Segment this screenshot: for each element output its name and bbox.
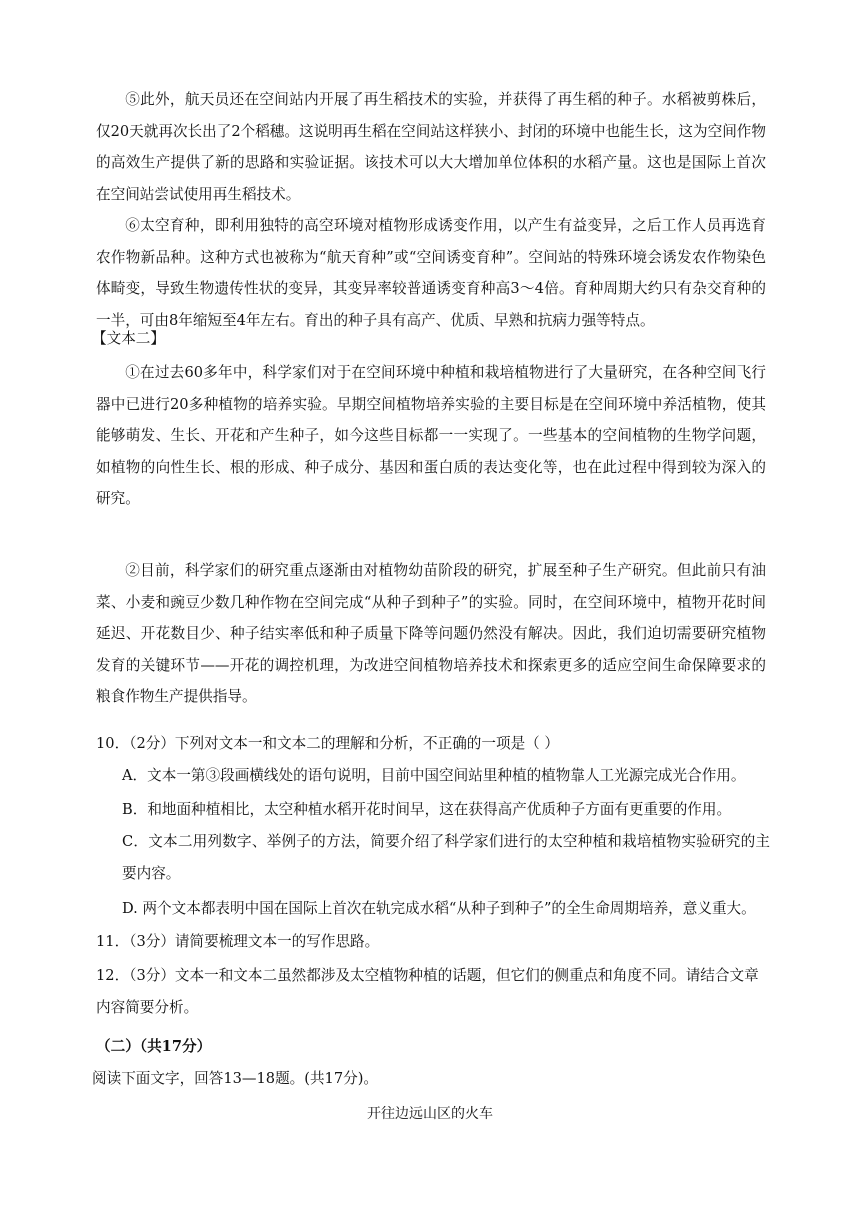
text2-paragraph-1: ①在过去60多年中，科学家们对于在空间环境中种植和栽培植物进行了大量研究，在各种空间飞行器中已进行20多种植物的培养实验。早期空间植物培养实验的主要目标是在空间环境中养活植物，使其能够萌发、生长、开花和产生种子，如今这些目标都一一实现了。一些基本的空间植物的生物学问题，如植物的向性生长、根的形成、种子成分、基因和蛋白质的表达变化等，也在此过程中得到较为深入的研究。 [96, 364, 766, 507]
question-10-option-b: B．和地面种植相比，太空种植水稻开花时间早，这在获得高产优质种子方面有更重要的作用。 [122, 801, 732, 818]
question-10-option-c: C．文本二用列数字、举例子的方法，简要介绍了科学家们进行的太空种植和栽培植物实验研究的主要内容。 [122, 833, 770, 882]
text2-paragraph-2: ②目前，科学家们的研究重点逐渐由对植物幼苗阶段的研究，扩展至种子生产研究。但此前只有油菜、小麦和豌豆少数几种作物在空间完成“从种子到种子”的实验。同时，在空间环境中，植物开花时间延迟、开花数目少、种子结实率低和种子质量下降等问题仍然没有解决。因此，我们迫切需要研究植物发育的关键环节——开花的调控机理，为改进空间植物培养技术和探索更多的适应空间生命保障要求的粮食作物生产提供指导。 [96, 562, 766, 705]
question-10-option-d: D. 两个文本都表明中国在国际上首次在轨完成水稻“从种子到种子”的全生命周期培养，意义重大。 [122, 900, 756, 917]
question-10: 10．（2分）下列对文本一和文本二的理解和分析，不正确的一项是（ ） [96, 735, 560, 752]
question-12: 12．（3分）文本一和文本二虽然都涉及太空植物种植的话题，但它们的侧重点和角度不同。请结合文章内容简要分析。 [96, 967, 759, 1016]
question-11: 11．（3分）请简要梳理文本一的写作思路。 [96, 933, 380, 950]
section-2-instruction: 阅读下面文字，回答13—18题。(共17分)。 [92, 1070, 379, 1087]
text2-heading: 【文本二】 [92, 330, 165, 347]
text1-paragraph-6: ⑥太空育种，即利用独特的高空环境对植物形成诱变作用，以产生有益变异，之后工作人员再选育农作物新品种。这种方式也被称为“航天育种”或“空间诱变育种”。空间站的特殊环境会诱发农作物染色体畸变，导致生物遗传性状的变异，其变异率较普通诱变育种高3～4倍。育种周期大约只有杂交育种的一半，可由8年缩短至4年左右。育出的种子具有高产、优质、早熟和抗病力强等特点。 [96, 217, 766, 329]
question-10-option-a: A．文本一第③段画横线处的语句说明，目前中国空间站里种植的植物靠人工光源完成光合作用。 [122, 767, 746, 784]
text1-paragraph-5: ⑤此外，航天员还在空间站内开展了再生稻技术的实验，并获得了再生稻的种子。水稻被剪株后，仅20天就再次长出了2个稻穗。这说明再生稻在空间站这样狭小、封闭的环境中也能生长，这为空间作物的高效生产提供了新的思路和实验证据。该技术可以大大增加单位体积的水稻产量。这也是国际上首次在空间站尝试使用再生稻技术。 [96, 91, 766, 203]
section-2-heading: （二）（共17分） [96, 1038, 212, 1055]
article-title: 开往边远山区的火车 [367, 1106, 493, 1122]
